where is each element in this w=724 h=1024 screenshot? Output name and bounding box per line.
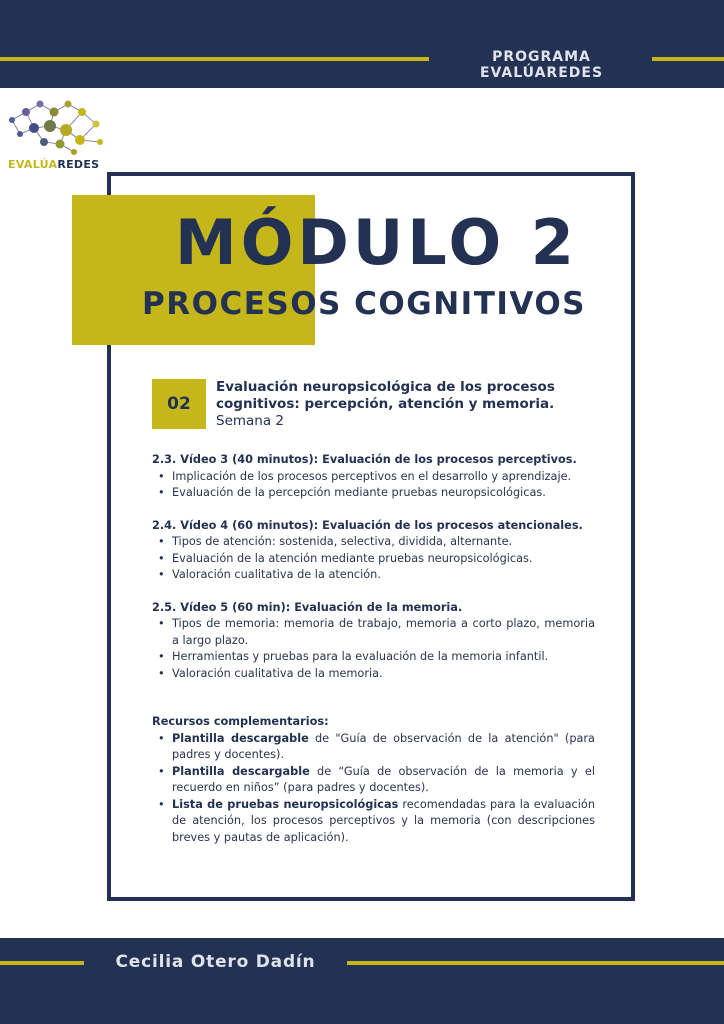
video-item-list: [152, 469, 595, 502]
section-week: Semana 2: [216, 413, 285, 429]
video-item-list: [152, 616, 595, 682]
module-title: MÓDULO 2: [175, 206, 578, 279]
resource-item-text: de "Guía de observación de la atención" (para padres y docentes).: [172, 731, 595, 761]
footer-band: [0, 938, 724, 1024]
resource-item-bold: Lista de pruebas neuropsicológicas: [172, 797, 399, 811]
footer-accent-line-left: [0, 961, 84, 965]
video-heading: 2.4. Vídeo 4 (60 minutos): Evaluación de los procesos atencionales.: [152, 518, 583, 532]
resource-item-bold: Plantilla descargable: [172, 764, 310, 778]
list-item: • Implicación de los procesos perceptivos en el desarrollo y aprendizaje.: [152, 469, 595, 486]
footer-accent-line-right: [347, 961, 724, 965]
module-subtitle: PROCESOS COGNITIVOS: [142, 286, 587, 322]
logo-wordmark-part2: REDES: [57, 158, 100, 171]
list-item: • Valoración cualitativa de la atención.: [152, 567, 595, 584]
section-title: Evaluación neuropsicológica de los procesos cognitivos: percepción, atención y memoria.: [216, 379, 555, 412]
list-item: • Evaluación de la percepción mediante pruebas neuropsicológicas.: [152, 485, 595, 502]
header-accent-line-left: [0, 57, 429, 61]
list-item: • Evaluación de la atención mediante pruebas neuropsicológicas.: [152, 551, 595, 568]
list-item: • Tipos de memoria: memoria de trabajo, memoria a corto plazo, memoria a largo plazo.: [152, 616, 595, 649]
module-content: [152, 452, 595, 846]
resource-item-bold: Plantilla descargable: [172, 731, 309, 745]
header-accent-line-right: [652, 57, 724, 61]
resource-item-text: de “Guía de observación de la memoria y el recuerdo en niños” (para padres y docentes).: [172, 764, 595, 794]
list-item: • Valoración cualitativa de la memoria.: [152, 666, 595, 683]
resources-list: [152, 731, 595, 847]
logo-wordmark-part1: EVALÚA: [8, 158, 58, 171]
video-heading: 2.5. Vídeo 5 (60 min): Evaluación de la memoria.: [152, 600, 463, 614]
resource-item: [152, 764, 595, 797]
list-item: • Herramientas y pruebas para la evaluación de la memoria infantil.: [152, 649, 595, 666]
resource-item-text: recomendadas para la evaluación de atención, los procesos perceptivos y la memoria (con descripciones breves y pautas de aplicación).: [172, 797, 595, 844]
resource-item: [152, 797, 595, 847]
list-item: • Tipos de atención: sostenida, selectiva, dividida, alternante.: [152, 534, 595, 551]
video-heading: 2.3. Vídeo 3 (40 minutos): Evaluación de los procesos perceptivos.: [152, 453, 577, 466]
author-name: Cecilia Otero Dadín: [115, 952, 316, 972]
resources-heading: Recursos complementarios:: [152, 715, 329, 728]
program-label: PROGRAMA EVALÚAREDES: [479, 49, 604, 81]
video-item-list: [152, 534, 595, 584]
section-number-badge: 02: [152, 379, 206, 429]
resource-item: [152, 731, 595, 764]
logo-wordmark: [8, 158, 99, 171]
